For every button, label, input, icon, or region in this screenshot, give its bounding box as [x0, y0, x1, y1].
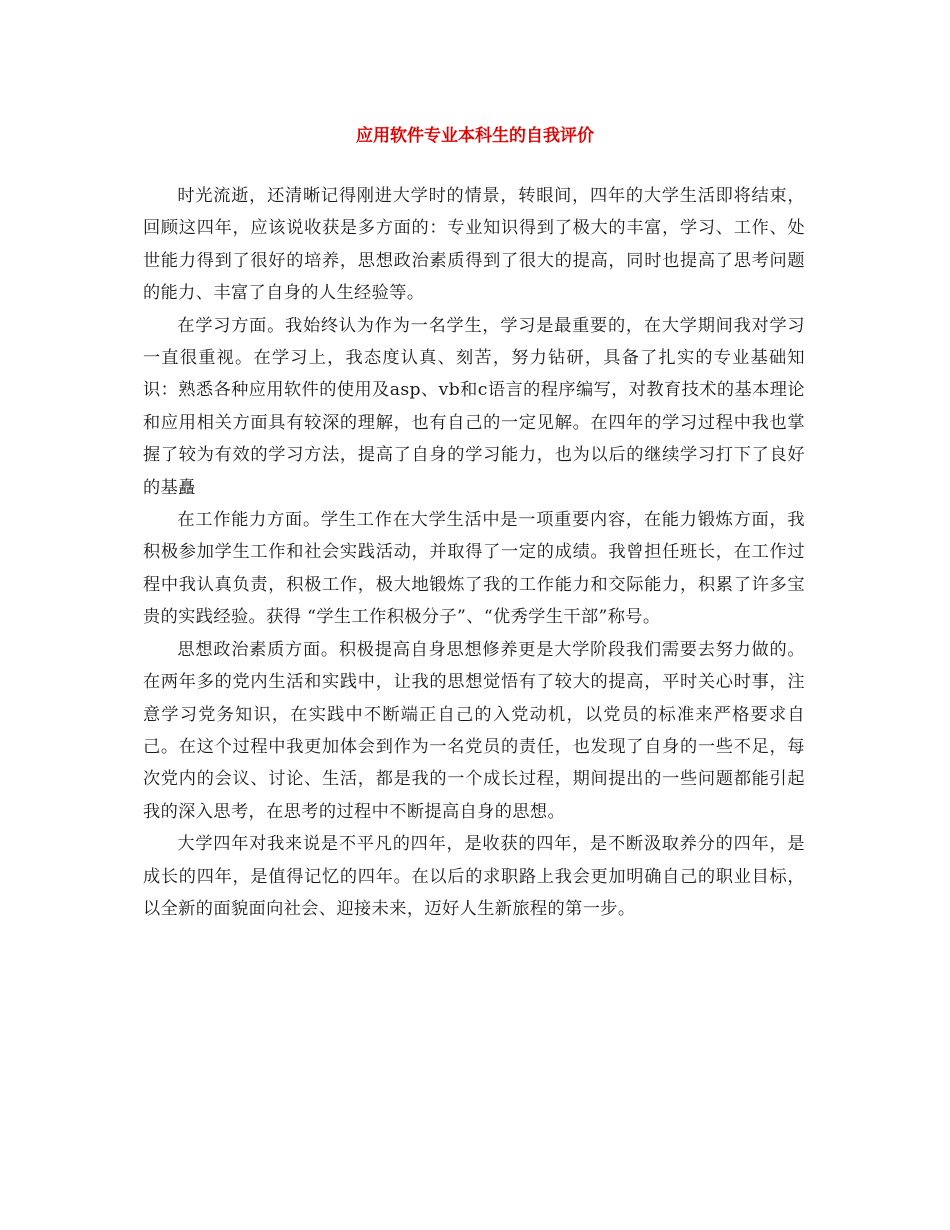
- paragraph-work-ability: 在工作能力方面。学生工作在大学生活中是一项重要内容，在能力锻炼方面，我积极参加学生工作和社会实践活动，并取得了一定的成绩。我曾担任班长，在工作过程中我认真负责，积极工作，极大地锻炼了我的工作能力和交际能力，积累了许多宝贵的实践经验。获得 “学生工作积极分子”、“优秀学生干部”称号。: [143, 510, 805, 628]
- paragraph-political: 思想政治素质方面。积极提高自身思想修养更是大学阶段我们需要去努力做的。在两年多的党内生活和实践中，让我的思想觉悟有了较大的提高，平时关心时事，注意学习党务知识，在实践中不断端正自己的入党动机，以党员的标准来严格要求自己。在这个过程中我更加体会到作为一名党员的责任，也发现了自身的一些不足，每次党内的会议、讨论、生活，都是我的一个成长过程，期间提出的一些问题都能引起我的深入思考，在思考的过程中不断提高自身的思想。: [143, 639, 805, 822]
- document-title: 应用软件专业本科生的自我评价: [356, 126, 594, 146]
- document-body: [143, 180, 805, 925]
- paragraph-conclusion: 大学四年对我来说是不平凡的四年，是收获的四年，是不断汲取养分的四年，是成长的四年，是值得记忆的四年。在以后的求职路上我会更加明确自己的职业目标，以全新的面貌面向社会、迎接未来，迈好人生新旅程的第一步。: [143, 834, 805, 919]
- paragraph-intro: 时光流逝，还清晰记得刚进大学时的情景，转眼间，四年的大学生活即将结束，回顾这四年，应该说收获是多方面的：专业知识得到了极大的丰富，学习、工作、处世能力得到了很好的培养，思想政治素质得到了很大的提高，同时也提高了思考问题的能力、丰富了自身的人生经验等。: [143, 186, 805, 304]
- paragraph-study: 在学习方面。我始终认为作为一名学生，学习是最重要的，在大学期间我对学习一直很重视。在学习上，我态度认真、刻苦，努力钻研，具备了扎实的专业基础知识：熟悉各种应用软件的使用及asp、vb和c语言的程序编写，对教育技术的基本理论和应用相关方面具有较深的理解，也有自己的一定见解。在四年的学习过程中我也掌握了较为有效的学习方法，提高了自身的学习能力，也为以后的继续学习打下了良好的基矗: [143, 315, 805, 498]
